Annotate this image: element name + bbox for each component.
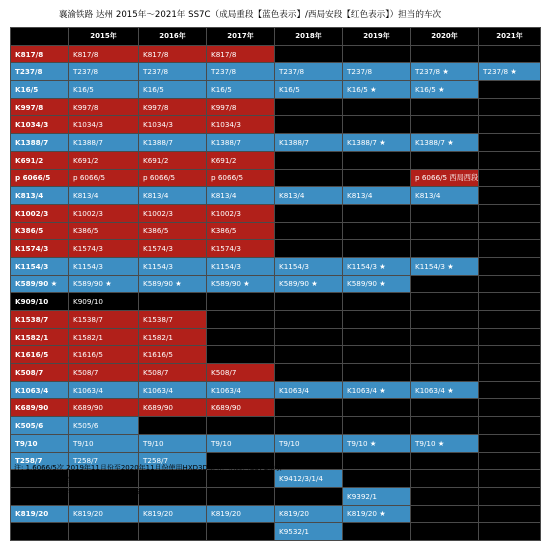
train-cell: K1388/7: [139, 134, 207, 152]
train-row: [11, 275, 541, 293]
train-row: [11, 523, 541, 541]
train-cell: K386/5: [69, 222, 139, 240]
train-label: K997/8: [11, 98, 69, 116]
note-line: 2.★表示混合担当车，即SS7C与HXD3C混用: [32, 476, 172, 484]
train-cell: [479, 417, 541, 435]
train-cell: [139, 293, 207, 311]
train-label: K1616/5: [11, 346, 69, 364]
train-cell: [479, 275, 541, 293]
train-cell: [479, 240, 541, 258]
train-cell: K1388/7 ★: [411, 134, 479, 152]
train-cell: [275, 204, 343, 222]
train-cell: K589/90 ★: [207, 275, 275, 293]
train-cell: [275, 98, 343, 116]
train-cell: K997/8: [207, 98, 275, 116]
train-cell: [411, 240, 479, 258]
train-cell: K997/8: [69, 98, 139, 116]
train-cell: [343, 293, 411, 311]
train-cell: K508/7: [69, 364, 139, 382]
train-label: K1063/4: [11, 381, 69, 399]
train-cell: K819/20: [275, 505, 343, 523]
train-row: [11, 134, 541, 152]
train-cell: K1616/5: [69, 346, 139, 364]
train-label: K813/4: [11, 187, 69, 205]
train-cell: K817/8: [207, 45, 275, 63]
train-row: [11, 293, 541, 311]
train-row: [11, 187, 541, 205]
train-cell: [343, 240, 411, 258]
train-cell: [479, 293, 541, 311]
train-label: K505/6: [11, 417, 69, 435]
train-label: K1388/7: [11, 134, 69, 152]
train-label: T9/10: [11, 434, 69, 452]
train-cell: K689/90: [207, 399, 275, 417]
train-cell: T9/10 ★: [411, 434, 479, 452]
train-cell: [343, 311, 411, 329]
train-cell: [411, 275, 479, 293]
train-cell: K813/4: [69, 187, 139, 205]
train-cell: [139, 417, 207, 435]
train-cell: [479, 311, 541, 329]
train-cell: K1388/7 ★: [343, 134, 411, 152]
train-cell: [479, 399, 541, 417]
train-cell: K817/8: [139, 45, 207, 63]
train-cell: K9392/1: [343, 487, 411, 505]
train-cell: K1582/1: [139, 328, 207, 346]
train-cell: [479, 116, 541, 134]
train-row: [11, 45, 541, 63]
train-label: K1582/1: [11, 328, 69, 346]
train-label: K691/2: [11, 151, 69, 169]
train-cell: [411, 505, 479, 523]
train-cell: T237/8: [69, 63, 139, 81]
train-cell: K813/4: [139, 187, 207, 205]
train-cell: [275, 328, 343, 346]
train-cell: K1002/3: [139, 204, 207, 222]
note-line: 3.自2019年3月起西局安段所有SS7C转配到西局西段: [32, 488, 199, 496]
train-label: K508/7: [11, 364, 69, 382]
train-cell: K1002/3: [69, 204, 139, 222]
train-cell: T9/10: [69, 434, 139, 452]
train-cell: K819/20: [69, 505, 139, 523]
train-cell: [275, 116, 343, 134]
train-cell: [411, 293, 479, 311]
train-cell: [343, 523, 411, 541]
train-cell: K1616/5: [139, 346, 207, 364]
train-cell: [479, 523, 541, 541]
year-header: 2017年: [207, 28, 275, 46]
train-cell: K1154/3 ★: [411, 257, 479, 275]
year-header: 2018年: [275, 28, 343, 46]
train-cell: [479, 45, 541, 63]
train-row: [11, 240, 541, 258]
train-row: [11, 257, 541, 275]
train-cell: [207, 346, 275, 364]
train-cell: K1574/3: [207, 240, 275, 258]
train-cell: [275, 45, 343, 63]
train-cell: [411, 364, 479, 382]
train-cell: [411, 151, 479, 169]
train-cell: [207, 311, 275, 329]
train-row: [11, 346, 541, 364]
train-cell: [275, 222, 343, 240]
train-cell: K691/2: [69, 151, 139, 169]
train-label: K819/20: [11, 505, 69, 523]
train-cell: [275, 399, 343, 417]
train-cell: [139, 523, 207, 541]
train-cell: K1034/3: [207, 116, 275, 134]
year-header: 2015年: [69, 28, 139, 46]
train-label: K1574/3: [11, 240, 69, 258]
train-cell: [343, 204, 411, 222]
train-label: K817/8: [11, 45, 69, 63]
train-cell: K1154/3: [139, 257, 207, 275]
train-cell: [343, 399, 411, 417]
train-cell: K909/10: [69, 293, 139, 311]
train-row: [11, 328, 541, 346]
train-cell: [343, 98, 411, 116]
train-label: K689/90: [11, 399, 69, 417]
train-cell: K16/5: [207, 81, 275, 99]
train-cell: [479, 134, 541, 152]
train-cell: [343, 222, 411, 240]
train-cell: K1574/3: [69, 240, 139, 258]
train-cell: [275, 240, 343, 258]
train-cell: K1063/4: [275, 381, 343, 399]
train-cell: K1538/7: [139, 311, 207, 329]
train-cell: K817/8: [69, 45, 139, 63]
train-cell: [411, 328, 479, 346]
train-cell: [343, 116, 411, 134]
train-cell: K813/4: [411, 187, 479, 205]
train-label: K1002/3: [11, 204, 69, 222]
train-cell: [275, 151, 343, 169]
train-cell: K1154/3: [69, 257, 139, 275]
train-cell: [207, 523, 275, 541]
train-cell: K1388/7: [207, 134, 275, 152]
train-cell: K1154/3 ★: [343, 257, 411, 275]
train-cell: K819/20: [139, 505, 207, 523]
train-cell: K1582/1: [69, 328, 139, 346]
train-cell: T237/8: [139, 63, 207, 81]
train-cell: K819/20 ★: [343, 505, 411, 523]
train-row: [11, 63, 541, 81]
train-label: [11, 523, 69, 541]
train-row: [11, 169, 541, 187]
train-cell: K813/4: [343, 187, 411, 205]
train-cell: K1063/4 ★: [411, 381, 479, 399]
train-cell: K813/4: [275, 187, 343, 205]
train-label: K1154/3: [11, 257, 69, 275]
train-row: [11, 311, 541, 329]
train-cell: K386/5: [139, 222, 207, 240]
train-cell: [411, 346, 479, 364]
train-cell: [479, 187, 541, 205]
train-cell: p 6066/5: [207, 169, 275, 187]
train-cell: [343, 364, 411, 382]
train-cell: [479, 364, 541, 382]
train-cell: T9/10: [207, 434, 275, 452]
header-row: [11, 28, 541, 46]
train-cell: [343, 169, 411, 187]
train-cell: K589/90 ★: [275, 275, 343, 293]
train-cell: [411, 116, 479, 134]
train-cell: [275, 169, 343, 187]
train-row: [11, 381, 541, 399]
train-cell: [275, 417, 343, 435]
train-cell: K9532/1: [275, 523, 343, 541]
train-cell: [411, 222, 479, 240]
train-cell: [343, 151, 411, 169]
train-row: [11, 364, 541, 382]
year-header: 2021年: [479, 28, 541, 46]
page-title: 襄渝铁路 达州 2015年～2021年 SS7C（成局重段【蓝色表示】/西局安段【红色表示】）担当的车次: [58, 10, 442, 20]
train-cell: p 6066/5: [139, 169, 207, 187]
train-cell: [411, 204, 479, 222]
train-cell: T237/8: [275, 63, 343, 81]
year-header: 2020年: [411, 28, 479, 46]
train-cell: T9/10 ★: [343, 434, 411, 452]
train-cell: [479, 381, 541, 399]
train-row: [11, 222, 541, 240]
train-cell: K1388/7: [275, 134, 343, 152]
train-cell: [275, 346, 343, 364]
train-cell: K1063/4: [69, 381, 139, 399]
train-row: [11, 399, 541, 417]
train-cell: [411, 98, 479, 116]
train-cell: T9/10: [139, 434, 207, 452]
train-label: T258/7: [11, 452, 69, 470]
train-cell: T237/8 ★: [411, 63, 479, 81]
train-cell: K16/5 ★: [343, 81, 411, 99]
train-cell: [479, 151, 541, 169]
train-cell: K1388/7: [69, 134, 139, 152]
train-cell: [69, 523, 139, 541]
train-cell: [479, 346, 541, 364]
train-cell: K16/5: [69, 81, 139, 99]
train-cell: K16/5 ★: [411, 81, 479, 99]
year-header: 2016年: [139, 28, 207, 46]
train-label: K386/5: [11, 222, 69, 240]
train-cell: [479, 204, 541, 222]
train-label: K1034/3: [11, 116, 69, 134]
corner-cell: [11, 28, 69, 46]
train-cell: K16/5: [275, 81, 343, 99]
train-cell: K589/90 ★: [69, 275, 139, 293]
train-cell: [343, 45, 411, 63]
train-row: [11, 81, 541, 99]
train-row: [11, 417, 541, 435]
train-cell: K689/90: [69, 399, 139, 417]
train-cell: K1154/3: [275, 257, 343, 275]
train-cell: K819/20: [207, 505, 275, 523]
train-cell: [207, 328, 275, 346]
train-cell: K9412/3/1/4: [275, 470, 343, 488]
train-label: K1538/7: [11, 311, 69, 329]
train-cell: K1154/3: [207, 257, 275, 275]
year-header: 2019年: [343, 28, 411, 46]
train-cell: K691/2: [139, 151, 207, 169]
train-cell: T237/8: [343, 63, 411, 81]
train-cell: T258/7: [139, 452, 207, 470]
train-cell: [479, 81, 541, 99]
train-row: [11, 204, 541, 222]
train-cell: T258/7: [69, 452, 139, 470]
train-cell: K1034/3: [139, 116, 207, 134]
train-cell: [479, 257, 541, 275]
train-cell: [411, 311, 479, 329]
train-cell: [343, 328, 411, 346]
train-cell: p 6066/5: [69, 169, 139, 187]
train-cell: [275, 293, 343, 311]
train-cell: K813/4: [207, 187, 275, 205]
train-cell: K997/8: [139, 98, 207, 116]
train-cell: [479, 169, 541, 187]
train-cell: K589/90 ★: [139, 275, 207, 293]
train-cell: K1574/3: [139, 240, 207, 258]
train-cell: [411, 523, 479, 541]
train-cell: K1538/7: [69, 311, 139, 329]
train-cell: [275, 311, 343, 329]
notes-section: [14, 462, 494, 498]
train-cell: T237/8: [207, 63, 275, 81]
train-cell: [479, 434, 541, 452]
train-cell: [411, 417, 479, 435]
train-cell: [479, 505, 541, 523]
train-cell: K589/90 ★: [343, 275, 411, 293]
train-cell: K1034/3: [69, 116, 139, 134]
train-label: K589/90 ★: [11, 275, 69, 293]
train-cell: K1063/4 ★: [343, 381, 411, 399]
train-cell: [411, 45, 479, 63]
train-cell: K689/90: [139, 399, 207, 417]
train-cell: K508/7: [139, 364, 207, 382]
train-label: p 6066/5: [11, 169, 69, 187]
train-cell: T237/8 ★: [479, 63, 541, 81]
train-cell: [207, 417, 275, 435]
train-row: [11, 98, 541, 116]
train-cell: [479, 328, 541, 346]
train-cell: [479, 98, 541, 116]
train-cell: K386/5: [207, 222, 275, 240]
train-cell: [411, 399, 479, 417]
train-row: [11, 151, 541, 169]
note-line: 注: 1.6066/5次 2019年11月份至2020年11月份使用HXD3D牵引，后改回SS7C牵引: [14, 464, 283, 472]
train-row: [11, 116, 541, 134]
train-cell: [343, 417, 411, 435]
train-cell: K16/5: [139, 81, 207, 99]
train-label: K16/5: [11, 81, 69, 99]
train-cell: K508/7: [207, 364, 275, 382]
train-cell: K505/6: [69, 417, 139, 435]
train-cell: K1063/4: [139, 381, 207, 399]
train-label: T237/8: [11, 63, 69, 81]
train-label: K909/10: [11, 293, 69, 311]
train-cell: [275, 364, 343, 382]
train-cell: p 6066/5 西局西段: [411, 169, 479, 187]
train-row: [11, 505, 541, 523]
train-cell: [207, 293, 275, 311]
train-cell: K1063/4: [207, 381, 275, 399]
train-cell: T9/10: [275, 434, 343, 452]
train-cell: K691/2: [207, 151, 275, 169]
train-cell: [479, 222, 541, 240]
train-cell: K1002/3: [207, 204, 275, 222]
train-row: [11, 434, 541, 452]
train-cell: [343, 346, 411, 364]
